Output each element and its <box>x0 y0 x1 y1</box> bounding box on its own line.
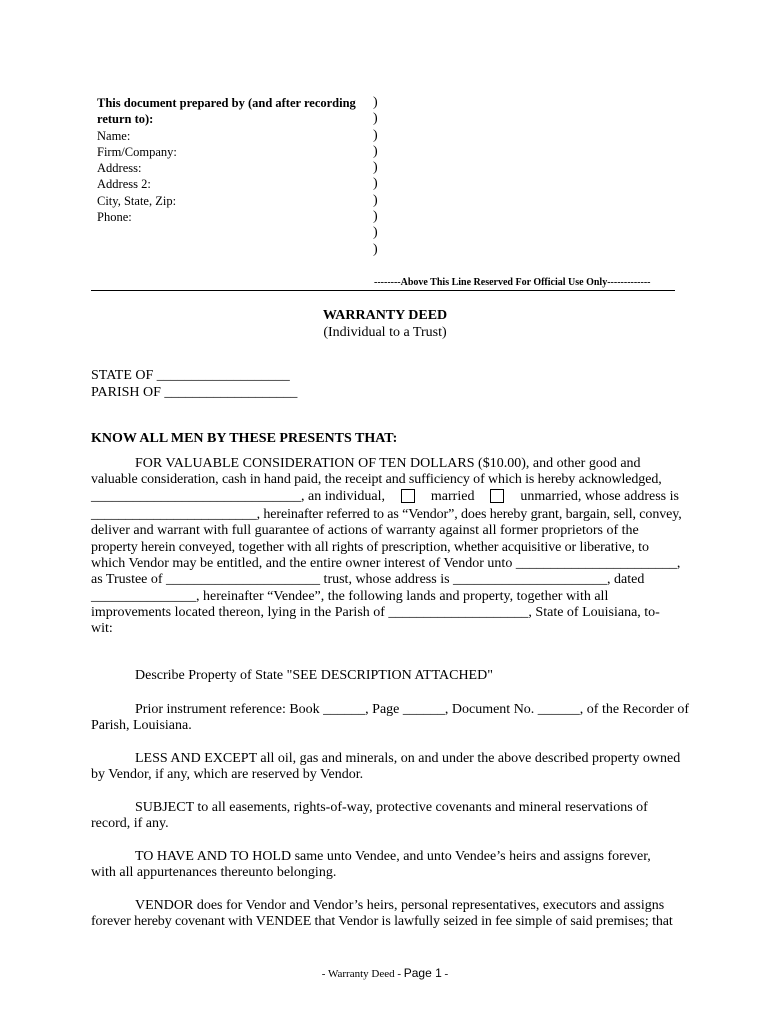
reserved-line: --------Above This Line Reserved For Official Use Only------------- <box>374 277 651 288</box>
field-city-state-zip: City, State, Zip: <box>97 193 177 208</box>
paragraph-line: LESS AND EXCEPT all oil, gas and minerals, on and under the above described property owned <box>135 751 681 766</box>
paragraph-line: FOR VALUABLE CONSIDERATION OF TEN DOLLARS ($10.00), and other good and <box>135 456 641 471</box>
describe-property: Describe Property of State "SEE DESCRIPTION ATTACHED" <box>135 668 493 683</box>
paragraph-line: wit: <box>91 621 113 637</box>
paren: ) <box>373 241 378 257</box>
paren: ) <box>373 176 378 192</box>
paren: ) <box>373 209 378 225</box>
prepared-by-block <box>97 95 356 225</box>
paragraph-line: as Trustee of ______________________ trust, whose address is ______________________, dated <box>91 572 645 588</box>
paren: ) <box>373 127 378 143</box>
paragraph-line: TO HAVE AND TO HOLD same unto Vendee, and unto Vendee’s heirs and assigns forever, <box>135 849 651 864</box>
less-except-paragraph <box>91 751 679 784</box>
page-number: Page 1 <box>403 966 442 980</box>
paragraph-line: ______________________________, an individual, married unmarried, whose address is <box>91 488 679 504</box>
footer-label: - Warranty Deed - <box>321 968 401 980</box>
prepared-by-title-2: return to): <box>97 112 154 127</box>
state-line: STATE OF ___________________ <box>91 368 290 383</box>
paragraph-line: SUBJECT to all easements, rights-of-way, protective covenants and mineral reservations of <box>135 800 648 815</box>
paragraph-line: which Vendor may be entitled, and the entire owner interest of Vendor unto _______________________, <box>91 556 681 572</box>
married-checkbox[interactable] <box>401 489 415 503</box>
paragraph-line: VENDOR does for Vendor and Vendor’s heirs, personal representatives, executors and assigns <box>135 898 665 913</box>
paragraph-line: Parish, Louisiana. <box>91 718 192 734</box>
consideration-paragraph <box>91 456 682 638</box>
vendor-covenant-paragraph <box>91 898 679 931</box>
parish-line: PARISH OF ___________________ <box>91 385 298 400</box>
paren: ) <box>373 111 378 127</box>
field-phone: Phone: <box>97 210 132 225</box>
unmarried-checkbox[interactable] <box>490 489 504 503</box>
paragraph-line: property herein conveyed, together with all rights of prescription, whether acquisitive or liberative, to <box>91 539 649 555</box>
paren: ) <box>373 225 378 241</box>
divider-line <box>91 290 675 291</box>
field-firm: Firm/Company: <box>97 144 177 159</box>
paragraph-line: improvements located thereon, lying in the Parish of ____________________, State of Louisiana, to- <box>91 605 660 621</box>
paragraph-line: forever hereby covenant with VENDEE that Vendor is lawfully seized in fee simple of said premises; that <box>91 914 673 930</box>
prior-instrument-paragraph <box>91 702 690 735</box>
footer-dash: - <box>444 968 449 980</box>
state-parish-block <box>91 367 297 401</box>
document-title: WARRANTY DEED <box>322 308 448 323</box>
prepared-by-title: This document prepared by (and after recording <box>97 96 356 110</box>
paragraph-line: by Vendor, if any, which are reserved by Vendor. <box>91 767 364 783</box>
paragraph-line: valuable consideration, cash in hand paid, the receipt and sufficiency of which is hereby acknowledged, <box>91 472 662 488</box>
paragraph-line: record, if any. <box>91 816 169 832</box>
paragraph-line: ________________________, hereinafter referred to as “Vendor”, does hereby grant, bargain, sell, convey, <box>91 507 682 523</box>
paragraph-line: deliver and warrant with full guarantee of actions of warranty against all former proprietors of the <box>91 523 639 539</box>
document-subtitle: (Individual to a Trust) <box>323 325 447 340</box>
paren-column <box>373 95 378 258</box>
paren: ) <box>373 192 378 208</box>
paren: ) <box>373 95 378 110</box>
field-name: Name: <box>97 128 131 143</box>
page-footer <box>0 966 770 980</box>
know-all-heading: KNOW ALL MEN BY THESE PRESENTS THAT: <box>91 431 398 446</box>
paren: ) <box>373 143 378 159</box>
field-address: Address: <box>97 161 142 176</box>
paragraph-line: Prior instrument reference: Book ______, Page ______, Document No. ______, of the Recorder of <box>135 702 690 717</box>
to-have-paragraph <box>91 849 679 882</box>
paren: ) <box>373 160 378 176</box>
paragraph-line: _______________, hereinafter “Vendee”, the following lands and property, together with all <box>91 588 609 604</box>
field-address-2: Address 2: <box>97 177 151 192</box>
paragraph-line: with all appurtenances thereunto belonging. <box>91 865 337 881</box>
subject-paragraph <box>91 800 679 833</box>
